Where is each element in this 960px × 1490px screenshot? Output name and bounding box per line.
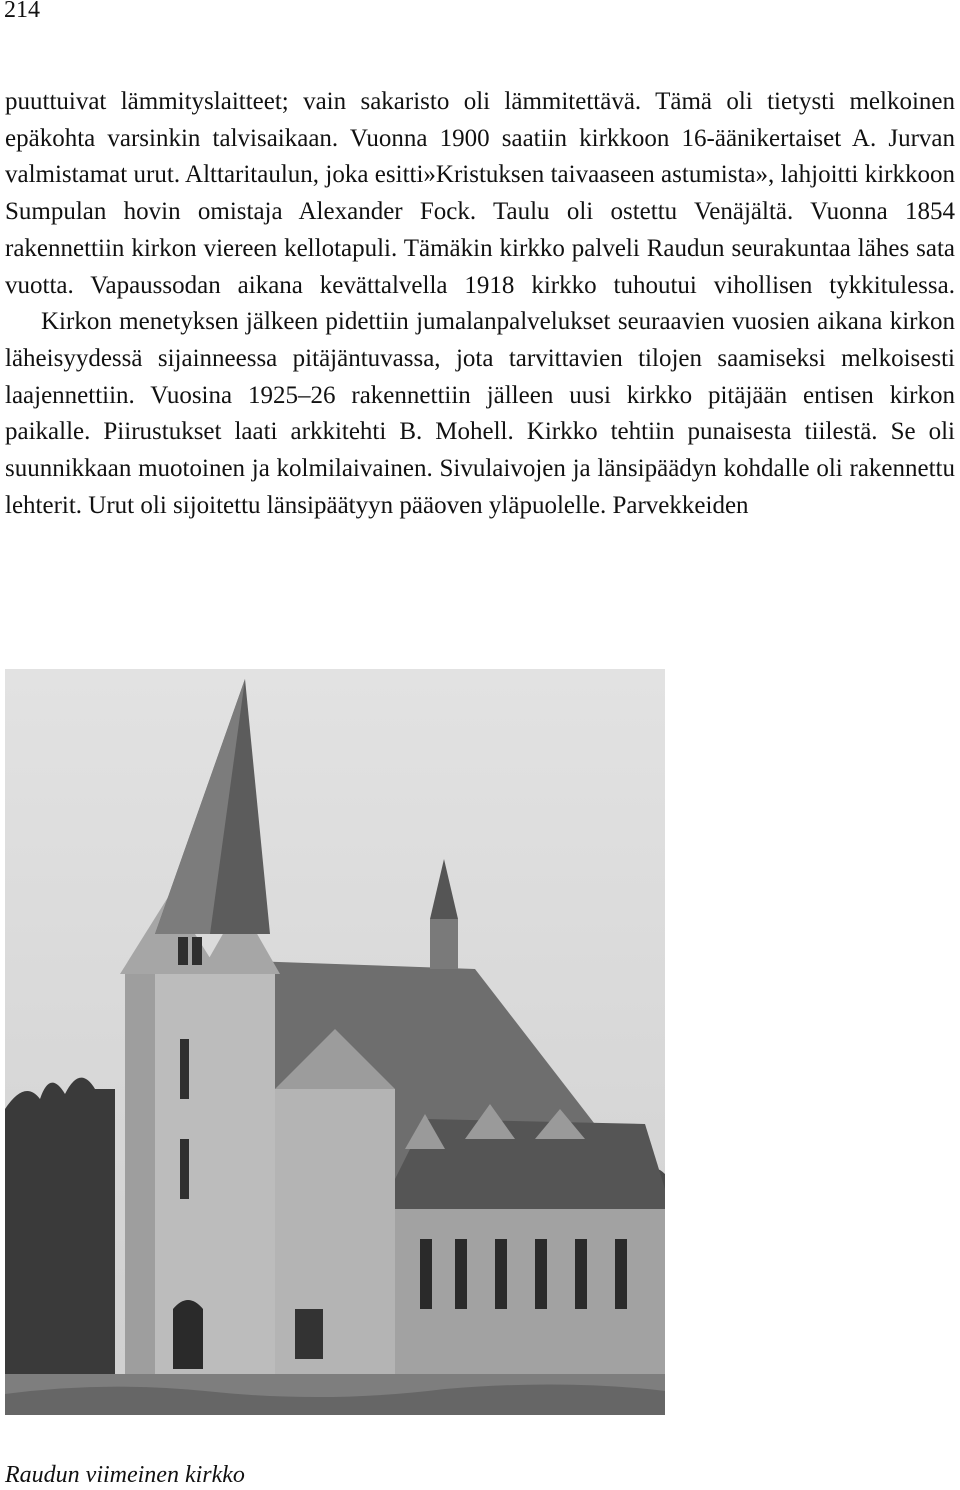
page-number: 214 <box>4 0 40 23</box>
body-text <box>5 84 955 524</box>
figure-caption: Raudun viimeinen kirkko <box>5 1462 245 1488</box>
paragraph: Kirkon menetyksen jälkeen pidettiin jumalanpalvelukset seuraavien vuosien aikana kirkon läheisyydessä sijainneessa pitäjäntuvassa, jota tarvittavien tilojen saamiseksi melkoisesti laajennettiin. Vuosina 1925–26 rakennettiin jälleen uusi kirkko pitäjään entisen kirkon paikalle. Piirustukset laati arkkitehti B. Mohell. Kirkko tehtiin punaisesta tiilestä. Se oli suunnikkaan muotoinen ja kolmilaivainen. Sivulaivojen ja länsipäädyn kohdalle oli rakennettu lehterit. Urut oli sijoitettu länsipäätyyn pääoven yläpuolelle. Parvekkeiden <box>5 308 955 519</box>
church-photograph <box>5 669 665 1415</box>
paragraph: puuttuivat lämmityslaitteet; vain sakaristo oli lämmitettävä. Tämä oli tietysti melkoinen epäkohta varsinkin talvisaikaan. Vuonna 1900 saatiin kirkkoon 16-äänikertaiset A. Jurvan valmistamat urut. Alttaritaulun, joka esitti»Kristuksen taivaaseen astumista», lahjoitti kirkkoon Sumpulan hovin omistaja Alexander Fock. Taulu oli ostettu Venäjältä. Vuonna 1854 rakennettiin kirkon viereen kellotapuli. Tämäkin kirkko palveli Raudun seurakuntaa lähes sata vuotta. Vapaussodan aikana kevättalvella 1918 kirkko tuhoutui vihollisen tykkitulessa. <box>5 88 955 299</box>
